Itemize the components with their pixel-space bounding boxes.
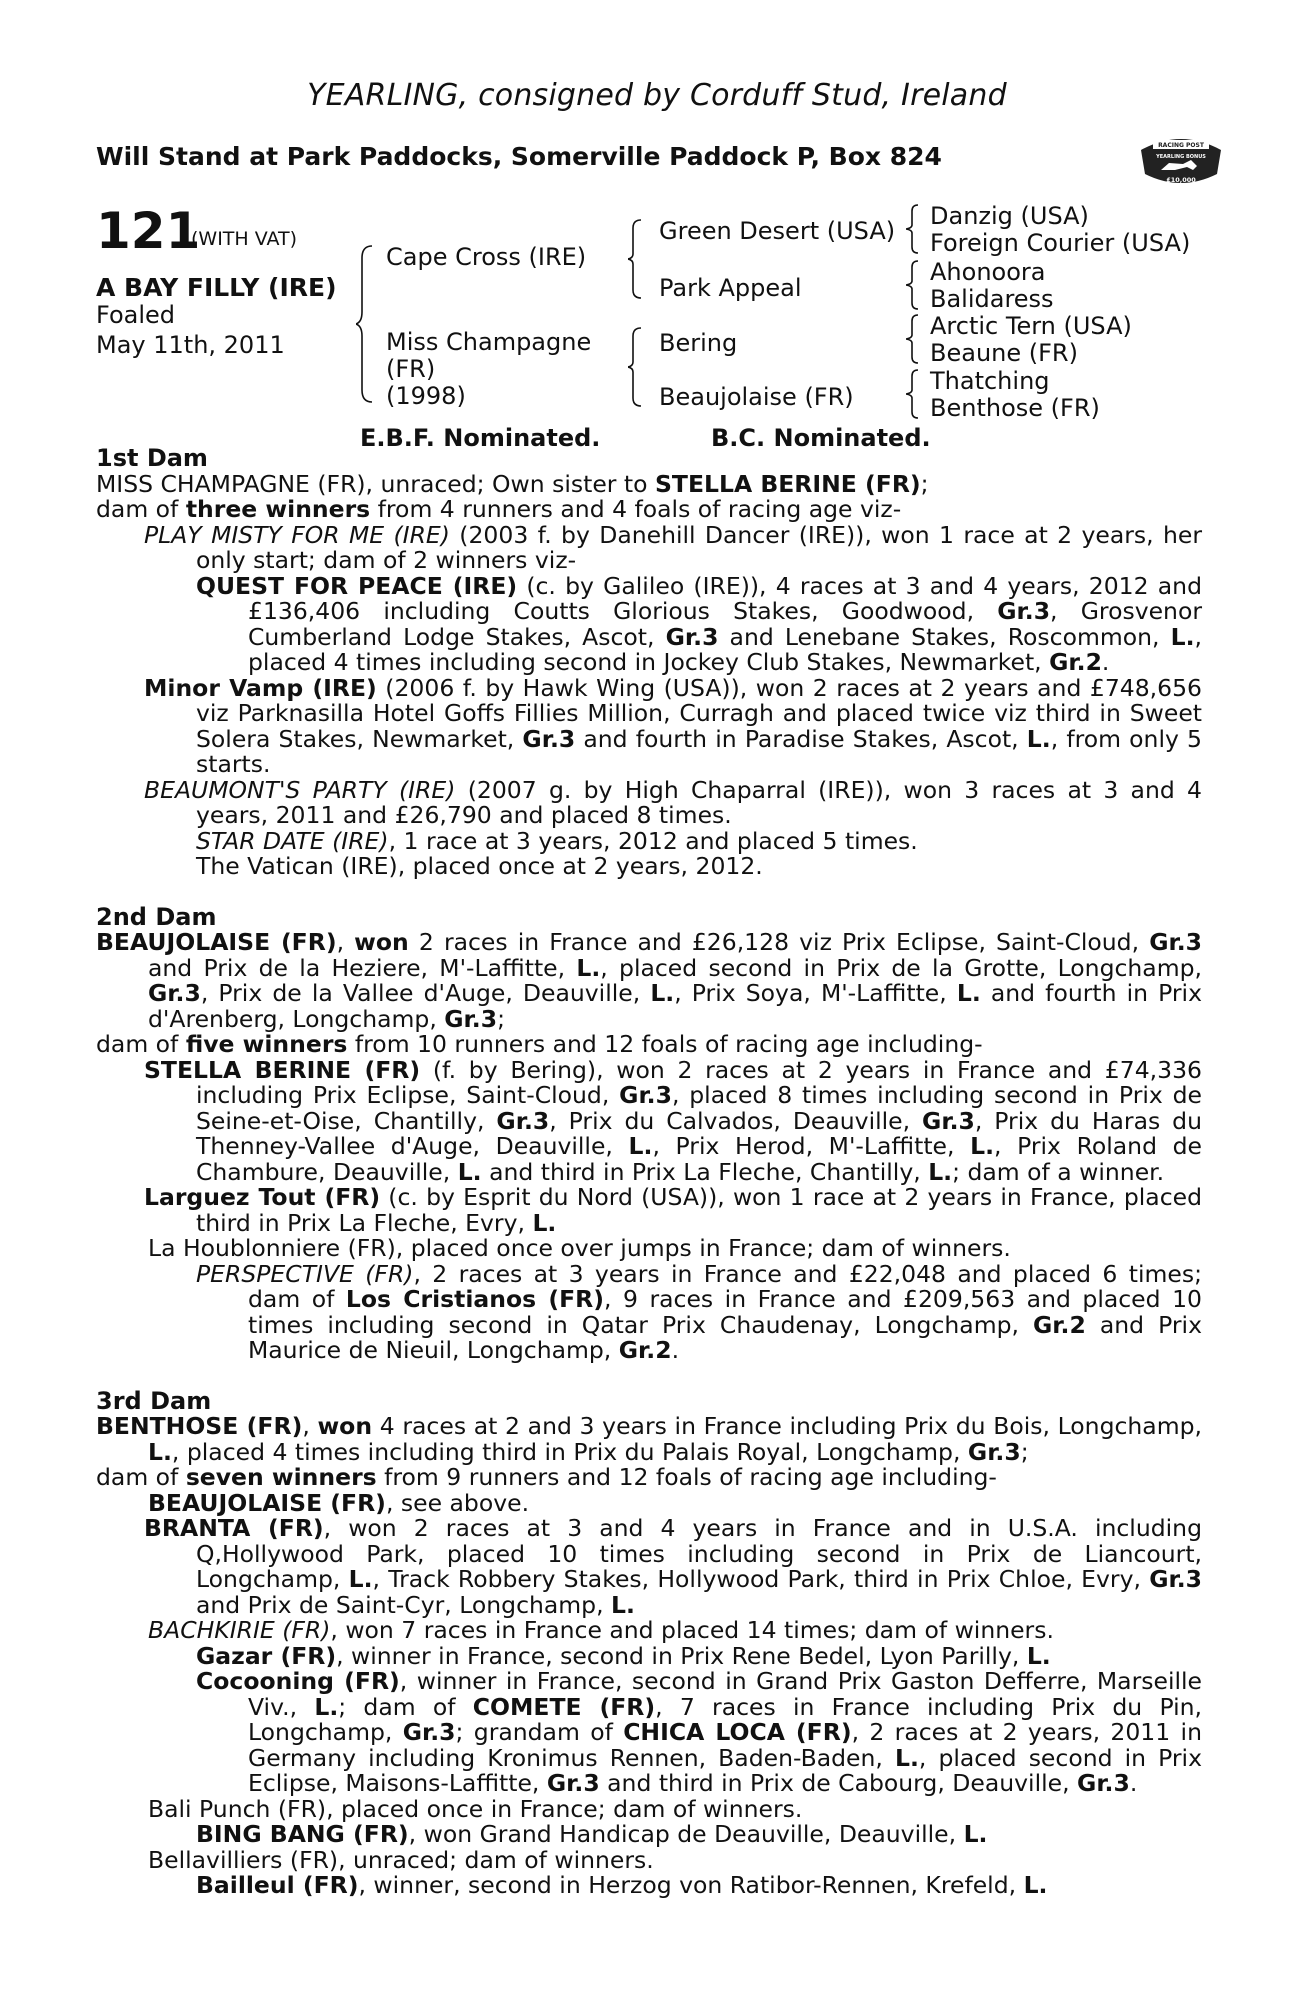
second-dam-record: BEAUJOLAISE (FR), won 2 races in France and £26,128 viz Prix Eclipse, Saint-Cloud, Gr.3 and Prix de la Heziere, M'-Laffitte, L., placed second in Prix de la Grotte, Longchamp, Gr.3, Prix de la Vallee d'Auge, Deauville, L., Prix Soya, M'-Laffitte, L. and fourth in Prix d'Arenberg, Longchamp, Gr.3; xyxy=(96,928,1202,1033)
ebf-nominated: E.B.F. Nominated. xyxy=(360,424,601,452)
bc-nominated: B.C. Nominated. xyxy=(711,424,931,452)
pedigree-dam-sire: Bering xyxy=(659,329,738,357)
badge-line2: YEARLING BONUS xyxy=(1156,154,1206,160)
produce-bachkirie: BACHKIRIE (FR), won 7 races in France and placed 14 times; dam of winners. xyxy=(148,1616,1054,1644)
first-dam-heading: 1st Dam xyxy=(96,444,208,472)
produce-beaumonts-party: BEAUMONT'S PARTY (IRE) (2007 g. by High Chaparral (IRE)), won 3 races at 3 and 4 years, 2011 and £26,790 and placed 8 times. xyxy=(144,775,1202,829)
produce-star-date: STAR DATE (IRE), 1 race at 3 years, 2012 and placed 5 times. xyxy=(196,826,918,855)
pedigree-sire: Cape Cross (IRE) xyxy=(386,243,587,271)
pedigree-ssd: Foreign Courier (USA) xyxy=(930,229,1191,257)
pedigree-dam-line2: (FR) xyxy=(386,355,436,383)
pedigree-brace-sd xyxy=(906,259,920,311)
lot-description: A BAY FILLY (IRE) xyxy=(96,273,337,302)
pedigree-sss: Danzig (USA) xyxy=(930,202,1089,230)
produce-minor-vamp: Minor Vamp (IRE) (2006 f. by Hawk Wing (USA)), won 2 races at 2 years and £748,656 viz Parknasilla Hotel Goffs Fillies Million, Curragh and placed twice viz third in Sweet Solera Stakes, Newmarket, Gr.3 and fourth in Paradise Stakes, Ascot, L., from only 5 starts. xyxy=(144,673,1202,778)
produce-cocooning: Cocooning (FR), winner in France, second in Grand Prix Gaston Defferre, Marseille Viv., L.; dam of COMETE (FR), 7 races in France including Prix du Pin, Longchamp, Gr.3; grandam of CHICA LOCA (FR), 2 races at 2 years, 2011 in Germany including Kronimus Rennen, Baden-Baden, L., placed second in Prix Eclipse, Maisons-Laffitte, Gr.3 and third in Prix de Cabourg, Deauville, Gr.3. xyxy=(196,1667,1202,1797)
pedigree-brace-main xyxy=(356,244,376,404)
produce-quest-for-peace: QUEST FOR PEACE (IRE) (c. by Galileo (IRE)), 4 races at 3 and 4 years, 2012 and £136,406 including Coutts Glorious Stakes, Goodwood, Gr.3, Grosvenor Cumberland Lodge Stakes, Ascot, Gr.3 and Lenebane Stakes, Roscommon, L., placed 4 times including second in Jockey Club Stakes, Newmarket, Gr.2. xyxy=(196,571,1202,676)
foaled-date: May 11th, 2011 xyxy=(96,331,285,359)
lot-number: 121 xyxy=(96,202,201,260)
foaled-label: Foaled xyxy=(96,301,176,329)
pedigree-ddd: Benthose (FR) xyxy=(930,394,1100,422)
pedigree-dam-line3: (1998) xyxy=(386,382,466,410)
yearling-bonus-badge xyxy=(1139,130,1223,188)
pedigree-dss: Arctic Tern (USA) xyxy=(930,312,1132,340)
stand-location: Will Stand at Park Paddocks, Somerville Paddock P, Box 824 xyxy=(96,142,942,171)
pedigree-brace-ss xyxy=(906,203,920,255)
second-dam-heading: 2nd Dam xyxy=(96,902,217,931)
produce-branta: BRANTA (FR), won 2 races at 3 and 4 years in France and in U.S.A. including Q,Hollywood Park, placed 10 times including second in Prix de Liancourt, Longchamp, L., Track Robbery Stakes, Hollywood Park, third in Prix Chloe, Evry, Gr.3 and Prix de Saint-Cyr, Longchamp, L. xyxy=(144,1514,1202,1619)
produce-gazar: Gazar (FR), winner in France, second in Prix Rene Bedel, Lyon Parilly, L. xyxy=(196,1641,1051,1670)
pedigree-sdd: Balidaress xyxy=(930,285,1054,313)
produce-play-misty: PLAY MISTY FOR ME (IRE) (2003 f. by Danehill Dancer (IRE)), won 1 race at 2 years, her only start; dam of 2 winners viz- xyxy=(144,520,1202,574)
pedigree-dds: Thatching xyxy=(930,367,1050,395)
produce-bellavilliers: Bellavilliers (FR), unraced; dam of winners. xyxy=(148,1845,654,1874)
pedigree-sds: Ahonoora xyxy=(930,258,1046,286)
badge-line1: RACING POST xyxy=(1158,142,1204,149)
pedigree-brace-sire xyxy=(628,218,644,300)
produce-bing-bang: BING BANG (FR), won Grand Handicap de Deauville, Deauville, L. xyxy=(196,1820,988,1848)
third-dam-record: BENTHOSE (FR), won 4 races at 2 and 3 years in France including Prix du Bois, Longchamp, L., placed 4 times including third in Prix du Palais Royal, Longchamp, Gr.3; xyxy=(96,1412,1202,1466)
pedigree-brace-dd xyxy=(906,368,920,420)
pedigree-dsd: Beaune (FR) xyxy=(930,339,1078,367)
produce-larguez-tout: Larguez Tout (FR) (c. by Esprit du Nord (USA)), won 1 race at 2 years in France, placed third in Prix La Fleche, Evry, L. xyxy=(144,1183,1202,1237)
first-dam-summary: dam of three winners from 4 runners and 4 foals of racing age viz- xyxy=(96,495,902,523)
produce-the-vatican: The Vatican (IRE), placed once at 2 years, 2012. xyxy=(196,852,763,880)
pedigree-dam-dam: Beaujolaise (FR) xyxy=(659,383,854,411)
produce-perspective: PERSPECTIVE (FR), 2 races at 3 years in France and £22,048 and placed 6 times; dam of Los Cristianos (FR), 9 races in France and £209,563 and placed 10 times including second in Qatar Prix Chaudenay, Longchamp, Gr.2 and Prix Maurice de Nieuil, Longchamp, Gr.2. xyxy=(196,1259,1202,1364)
pedigree-sire-dam: Park Appeal xyxy=(659,274,802,302)
first-dam-intro: MISS CHAMPAGNE (FR), unraced; Own sister to STELLA BERINE (FR); xyxy=(96,469,929,498)
vat-note: (WITH VAT) xyxy=(191,228,298,250)
produce-bailleul: Bailleul (FR), winner, second in Herzog von Ratibor-Rennen, Krefeld, L. xyxy=(196,1871,1048,1899)
second-dam-summary: dam of five winners from 10 runners and 12 foals of racing age including- xyxy=(96,1030,983,1058)
pedigree-sire-sire: Green Desert (USA) xyxy=(659,217,896,245)
produce-bali-punch: Bali Punch (FR), placed once in France; dam of winners. xyxy=(148,1794,803,1823)
produce-la-houblonniere: La Houblonniere (FR), placed once over jumps in France; dam of winners. xyxy=(148,1234,1011,1262)
pedigree-brace-ds xyxy=(906,313,920,365)
pedigree-dam-line1: Miss Champagne xyxy=(386,328,592,356)
badge-line3: £10,000 xyxy=(1166,176,1196,184)
pedigree-brace-dam xyxy=(628,326,644,408)
produce-record xyxy=(96,446,1202,1899)
produce-beaujolaise: BEAUJOLAISE (FR), see above. xyxy=(148,1488,530,1517)
third-dam-heading: 3rd Dam xyxy=(96,1386,212,1415)
produce-stella-berine: STELLA BERINE (FR) (f. by Bering), won 2 races at 2 years in France and £74,336 including Prix Eclipse, Saint-Cloud, Gr.3, placed 8 times including second in Prix de Seine-et-Oise, Chantilly, Gr.3, Prix du Calvados, Deauville, Gr.3, Prix du Haras du Thenney-Vallee d'Auge, Deauville, L., Prix Herod, M'-Laffitte, L., Prix Roland de Chambure, Deauville, L. and third in Prix La Fleche, Chantilly, L.; dam of a winner. xyxy=(144,1055,1202,1186)
third-dam-summary: dam of seven winners from 9 runners and 12 foals of racing age including- xyxy=(96,1463,997,1491)
page-heading: YEARLING, consigned by Corduff Stud, Ireland xyxy=(307,78,1007,113)
